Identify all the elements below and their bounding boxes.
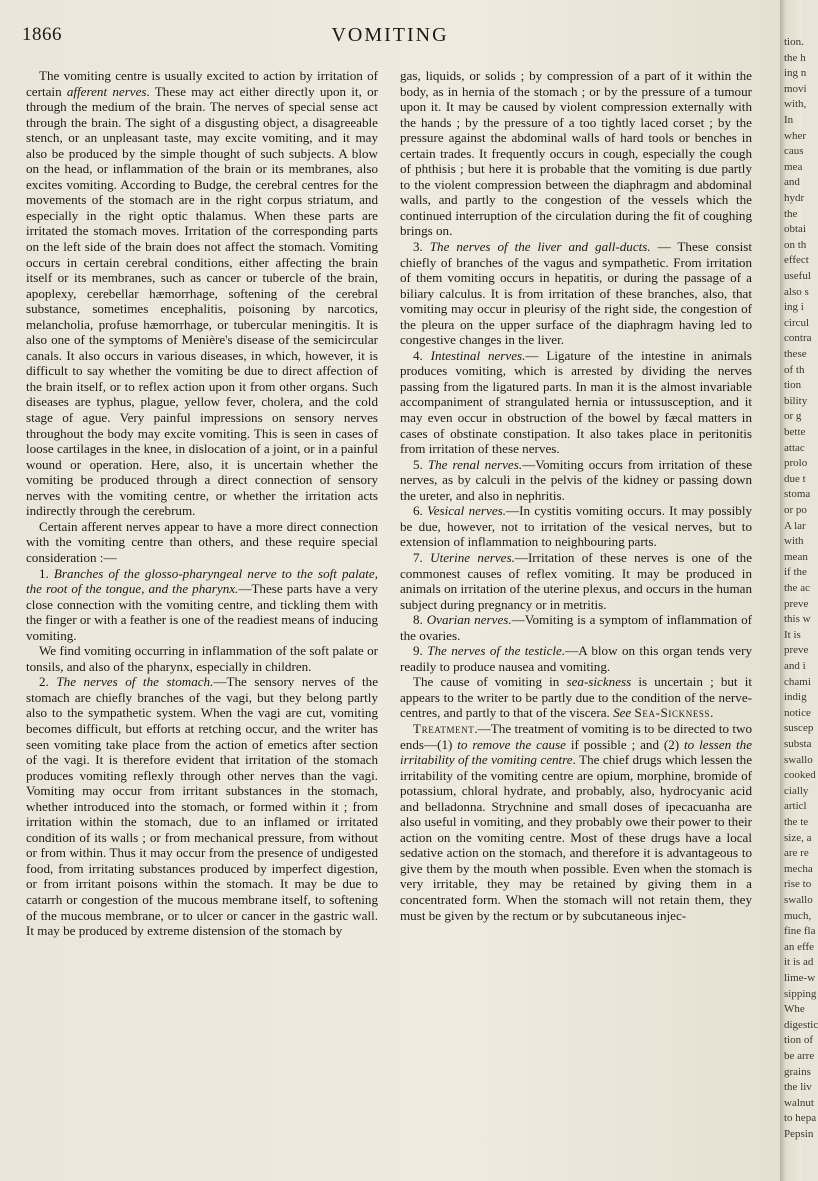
paragraph: Certain afferent nerves appear to have a more direct connection with the vomiting centre than others, and these require special consideration :—: [26, 518, 378, 565]
adjacent-page-fragment: effect: [784, 254, 809, 267]
paragraph: 7. Uterine nerves.—Irritation of these nerves is one of the commonest causes of reflex vomiting. It may be produced in animals on irritation of the uterine plexus, and occurs in the human subject during pregnancy or in metritis.: [400, 549, 753, 612]
adjacent-page-fragment: bette: [784, 426, 806, 438]
adjacent-page-fragment: size, a: [784, 831, 812, 844]
right-column: [400, 68, 752, 923]
paragraph: 3. The nerves of the liver and gall-ducts. — These consist chiefly of branches of the vagus and sympathetic. From irritation of them vomiting occurs in hepatitis, or during the passage of a biliary calculus. It is from irritation of these branches, also, that vomiting may occur in pleurisy of the right side, the congestion of the pleura on the upper surface of the diaphragm having led to congestive changes in the liver.: [400, 239, 752, 348]
adjacent-page-fragment: digestic: [784, 1018, 818, 1031]
adjacent-page-fragment: to hepa: [784, 1112, 817, 1125]
adjacent-page-fragment: caus: [784, 145, 804, 158]
adjacent-page-fragment: bility: [784, 394, 808, 407]
paragraph: 4. Intestinal nerves.— Ligature of the intestine in animals produces vomiting, which is arrested by dividing the nerves passing from the ligatured parts. In man it is the almost invariable accompaniment of strangulated hernia or intussusception, and it may even occur in obstruction of the bowel by fæcal matters in cases of obstinate constipation. It also takes place in peritonitis from irritation of these nerves.: [400, 347, 753, 457]
adjacent-page-fragment: are re: [784, 847, 809, 860]
adjacent-page-fragment: It is: [784, 628, 801, 641]
running-title: VOMITING: [331, 24, 449, 46]
adjacent-page-fragment: the te: [784, 816, 809, 828]
adjacent-page-fragment: or g: [784, 410, 802, 423]
adjacent-page-fragment: an effe: [784, 940, 815, 953]
adjacent-page-fragment: suscep: [784, 722, 814, 735]
adjacent-page-fragment: and: [784, 176, 800, 189]
adjacent-page-fragment: these: [784, 348, 807, 360]
adjacent-page-fragment: contra: [784, 332, 812, 345]
running-head: [0, 24, 780, 54]
adjacent-page-fragment: with: [784, 535, 804, 548]
adjacent-page-fragment: due t: [784, 472, 806, 485]
adjacent-page-fragment: useful: [784, 270, 811, 282]
adjacent-page-fragment: indig: [784, 691, 807, 704]
adjacent-page-fragment: preve: [784, 597, 809, 610]
paragraph: The cause of vomiting in sea-sickness is uncertain ; but it appears to the writer to be partly due to the condition of the nerve-centres, and partly to that of the viscera. See Sea-Sickness.: [400, 674, 752, 721]
adjacent-page-edge: [780, 0, 818, 1181]
adjacent-page-fragment: with,: [784, 98, 807, 111]
adjacent-page-fragment: mean: [784, 550, 808, 563]
adjacent-page-fragment: the: [784, 207, 798, 220]
adjacent-page-fragment: this w: [784, 613, 811, 626]
paragraph: 1. Branches of the glosso-pharyngeal nerve to the soft palate, the root of the tongue, and the pharynx.—These parts have a very close connection with the vomiting centre, and tickling them with the finger or with a feather is one of the readiest means of inducing vomiting.: [26, 565, 379, 643]
adjacent-page-fragment: ing n: [784, 67, 807, 80]
adjacent-page-fragment: fine fla: [784, 925, 816, 938]
adjacent-page-fragment: ing i: [784, 301, 804, 314]
adjacent-page-fragment: circul: [784, 316, 810, 329]
adjacent-page-fragment: the ac: [784, 582, 810, 594]
adjacent-page-fragment: obtai: [784, 223, 806, 236]
adjacent-page-fragment: if the: [784, 566, 807, 579]
left-column: [26, 68, 378, 939]
adjacent-page-fragment: swallo: [784, 753, 813, 766]
paragraph: 2. The nerves of the stomach.—The sensory nerves of the stomach are chiefly branches of the vagi, but they belong partly also to the sympathetic system. When the vagi are cut, vomiting becomes difficult, but efforts at retching occur, and the writer has seen vomiting take place from the action of emetics after section of the vagi. It is therefore evident that irritation of the stomach produces vomiting reflexly through other nerves than the vagi. Vomiting may occur from irritant substances in the stomach, whether introduced into the stomach, or formed within it ; from irritation within the stomach, due to an inflamed or irritated condition of its walls ; or from mechanical pressure, from without or from within. Thus it may occur from the presence of undigested food, from irritating substances produced by imperfect digestion, or from irritant poisons within the stomach. It may be due to catarrh or congestion of the mucous membrane itself, to softening of the mucous membrane, or to ulcer or cancer in the gastric wall. It may be produced by extreme distension of the stomach by: [26, 674, 379, 939]
adjacent-page-fragment: grains: [784, 1065, 811, 1078]
adjacent-page-fragment: substa: [784, 738, 812, 750]
adjacent-page-fragment: wher: [784, 129, 806, 142]
paragraph: 9. The nerves of the testicle.—A blow on this organ tends very readily to produce nausea and vomiting.: [400, 643, 752, 674]
page-number: 1866: [22, 24, 62, 45]
adjacent-page-fragment: much,: [784, 909, 812, 922]
adjacent-page-fragment: articl: [784, 800, 807, 813]
adjacent-page-fragment: and i: [784, 660, 806, 672]
paragraph: The vomiting centre is usually excited to action by irritation of certain afferent nerves. These may act either directly upon it, or through the medium of the brain. The nerves of special sense act through the brain. The sight of a disgusting object, a disagreeable stench, or an unpleasant taste, may excite vomiting, and it may also be produced by the simple thought of such subjects. A blow on the head, or inflammation of the brain or its membranes, also excites vomiting. According to Budge, the cerebral centres for the movements of the stomach are in the right corpus striatum, and especially in the right optic thalamus. When these parts are irritated the stomach moves. Irritation of the corresponding parts on the left side of the brain does not affect the stomach. Vomiting occurs in certain cerebral conditions, either affecting the brain itself or its membranes, such as cancer or tubercle of the brain, apoplexy, cerebellar hæmorrhage, softening of the cerebral substance, sometimes encephalitis, poisoning by narcotics, melancholia, profuse hæmorrhage, or tubercular meningitis. It is also one of the symptoms of Menière's disease of the semicircular canals. It also occurs in various diseases, in which, however, it is difficult to say whether the vomiting be due to direct affection of the brain itself, or to reflex action upon it from other organs. Such diseases are typhus, plague, yellow fever, cholera, and the cold stage of ague. Very painful impressions on sensory nerves throughout the body may excite vomiting. This is seen in cases of loose cartilages in the knee, in dislocation of a joint, or in a painful wound or operation. Here, also, it is uncertain whether the vomiting be produced through a direct connection of sensory nerves with the vomiting centre, or whether the irritation acts indirectly through the cerebrum.: [26, 68, 378, 519]
adjacent-page-fragment: sipping: [784, 987, 817, 1000]
adjacent-page-fragment: chami: [784, 675, 811, 688]
adjacent-page-fragment: mea: [784, 160, 803, 173]
adjacent-page-fragment: Pepsin: [784, 1128, 814, 1140]
adjacent-page-fragment: attac: [784, 441, 805, 454]
adjacent-page-fragment: prolo: [784, 457, 808, 470]
adjacent-page-fragment: notice: [784, 706, 811, 719]
adjacent-page-fragment: stoma: [784, 488, 811, 501]
paragraph: We find vomiting occurring in inflammation of the soft palate or tonsils, and also of the pharynx, especially in children.: [26, 643, 378, 674]
paragraph: 8. Ovarian nerves.—Vomiting is a symptom of inflammation of the ovaries.: [400, 612, 753, 643]
adjacent-page-fragment: or po: [784, 504, 807, 516]
adjacent-page-fragment: tion: [784, 379, 802, 392]
adjacent-page-fragment: of th: [784, 363, 805, 376]
adjacent-page-fragment: In: [784, 114, 794, 126]
adjacent-page-fragment: rise to: [784, 878, 812, 891]
adjacent-page-fragment: be arre: [784, 1050, 815, 1062]
adjacent-page-fragment: also s: [784, 285, 809, 298]
adjacent-page-fragment: swallo: [784, 894, 813, 906]
adjacent-page-fragment: mecha: [784, 862, 813, 875]
adjacent-page-fragment: Whe: [784, 1003, 805, 1016]
adjacent-page-fragment: tion.: [784, 36, 804, 48]
adjacent-page-fragment: hydr: [784, 192, 805, 204]
paragraph: 5. The renal nerves.—Vomiting occurs from irritation of these nerves, as by calculi in the pelvis of the kidney or passing down the ureter, and also in nephritis.: [400, 456, 753, 503]
adjacent-page-fragment: preve: [784, 644, 809, 657]
adjacent-page-fragment: cially: [784, 784, 809, 797]
adjacent-page-fragment: movi: [784, 82, 807, 95]
adjacent-page-fragment: A lar: [784, 519, 806, 532]
adjacent-page-fragment: cooked: [784, 769, 816, 782]
adjacent-page-fragment: lime-w: [784, 972, 816, 984]
adjacent-page-fragment: it is ad: [784, 956, 814, 969]
adjacent-page-fragment: tion of: [784, 1034, 814, 1047]
adjacent-page-fragment: the liv: [784, 1081, 812, 1094]
paragraph: 6. Vesical nerves.—In cystitis vomiting occurs. It may possibly be due, however, not to irritation of the vesical nerves, but to extension of inflammation to neighbouring parts.: [400, 503, 753, 550]
adjacent-page-fragment: walnut: [784, 1096, 814, 1109]
paragraph: Treatment.—The treatment of vomiting is to be directed to two ends—(1) to remove the cause if possible ; and (2) to lessen the irritability of the vomiting centre. The chief drugs which lessen the irritability of the vomiting centre are opium, morphine, bromide of potassium, chloral hydrate, and probably, also, hydrocyanic acid and belladonna. Strychnine and small doses of ipecacuanha are also useful in vomiting, and they probably owe their power to their action on the vomiting centre. Most of these drugs have a local sedative action on the stomach, and therefore it is advantageous to give them by the mouth when possible. Even when the stomach is very irritable, they may be retained by giving them in a concentrated form. When the stomach will not retain them, they must be given by the rectum or by subcutaneous injec-: [400, 720, 753, 923]
adjacent-page-fragment: the h: [784, 51, 806, 64]
paragraph: gas, liquids, or solids ; by compression of a part of it within the body, as in hernia of the stomach ; or by the pressure of a tumour upon it. It may be caused by violent compression externally with the hands ; by the pressure of a too tightly laced corset ; by the pressure against the abdominal walls of hard tools or benches in certain trades. It frequently occurs in cough, especially the cough of phthisis ; but here it is probable that the vomiting is due partly to the violent compression between the diaphragm and abdominal walls, and partly to the congestion of the vessels which the continued interruption of the circulation during the fit of coughing brings on.: [400, 68, 752, 239]
adjacent-page-fragment: on th: [784, 238, 807, 251]
